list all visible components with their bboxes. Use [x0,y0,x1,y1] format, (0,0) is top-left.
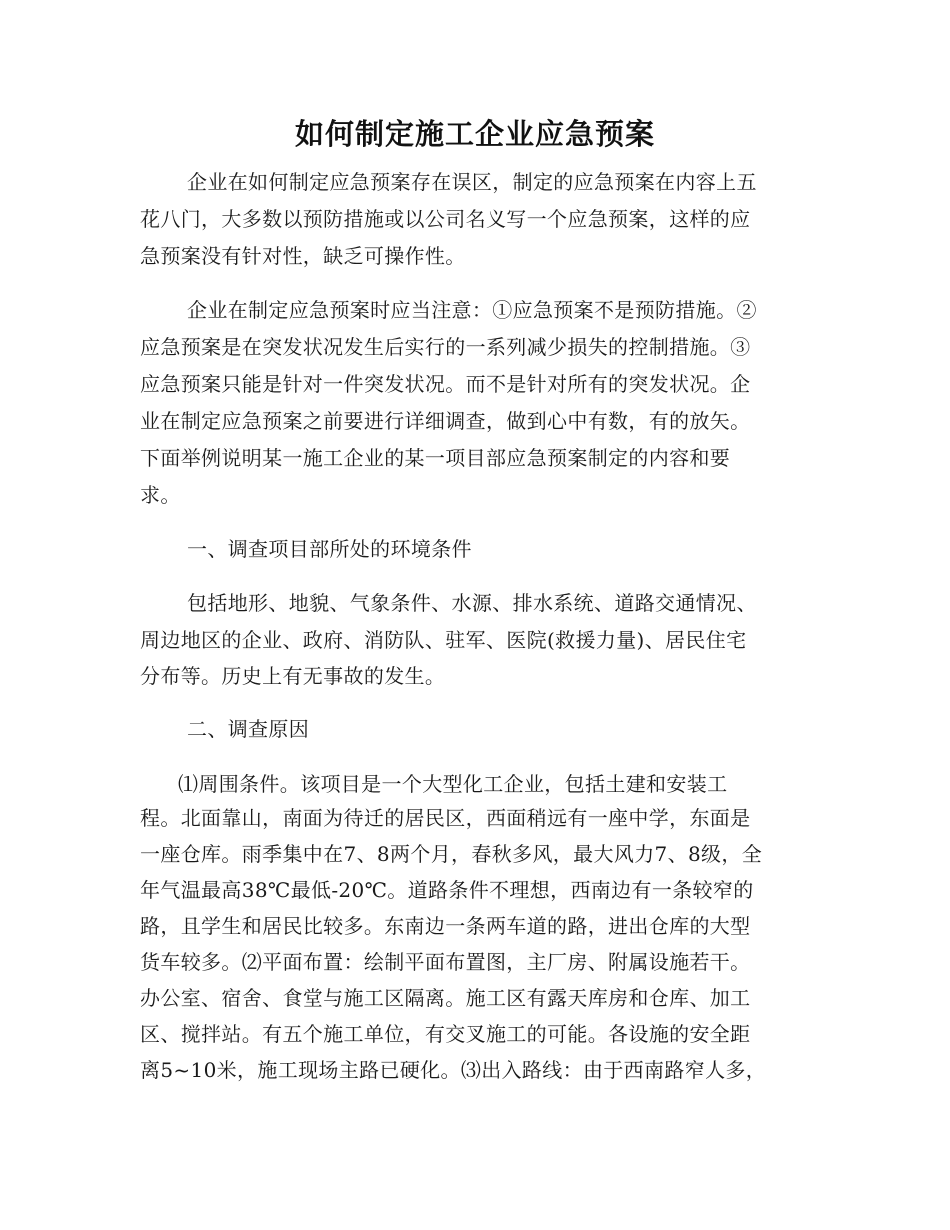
paragraph-line: 周边地区的企业、政府、消防队、驻军、医院(救援力量)、居民住宅 [140,628,747,652]
section-heading: 二、调查原因 [187,717,310,741]
paragraph-line: 办公室、宿舍、食堂与施工区隔离。施工区有露天库房和仓库、加工 [140,986,751,1010]
paragraph-line: 分布等。历史上有无事故的发生。 [140,664,446,688]
paragraph-line: 企业在如何制定应急预案存在误区，制定的应急预案在内容上五 [187,170,757,194]
paragraph-line: 货车较多。⑵平面布置：绘制平面布置图，主厂房、附属设施若干。 [140,950,751,974]
paragraph-line: 离5~10米，施工现场主路已硬化。⑶出入路线：由于西南路窄人多， [140,1058,767,1082]
paragraph-line: 下面举例说明某一施工企业的某一项目部应急预案制定的内容和要 [140,446,731,470]
paragraph-line: 企业在制定应急预案时应当注意：①应急预案不是预防措施。② [187,298,757,322]
paragraph-line: 路，且学生和居民比较多。东南边一条两车道的路，进出仓库的大型 [140,914,751,938]
paragraph-line: 急预案没有针对性，缺乏可操作性。 [140,244,466,268]
paragraph-line: 应急预案只能是针对一件突发状况。而不是针对所有的突发状况。企 [140,372,751,396]
paragraph-line: ⑴周围条件。该项目是一个大型化工企业，包括土建和安装工 [178,772,728,796]
paragraph-line: 程。北面靠山，南面为待迁的居民区，西面稍远有一座中学，东面是 [140,806,751,830]
paragraph-line: 区、搅拌站。有五个施工单位，有交叉施工的可能。各设施的安全距 [140,1022,751,1046]
paragraph-line: 包括地形、地貌、气象条件、水源、排水系统、道路交通情况、 [187,591,757,615]
paragraph-line: 业在制定应急预案之前要进行详细调查，做到心中有数，有的放矢。 [140,409,751,433]
document-title: 如何制定施工企业应急预案 [294,117,655,151]
paragraph-line: 年气温最高38℃最低-20℃。道路条件不理想，西南边有一条较窄的 [140,878,754,902]
paragraph-line: 应急预案是在突发状况发生后实行的一系列减少损失的控制措施。③ [140,335,751,359]
paragraph-line: 花八门，大多数以预防措施或以公司名义写一个应急预案，这样的应 [140,207,751,231]
section-heading: 一、调查项目部所处的环境条件 [187,537,472,561]
paragraph-line: 求。 [140,483,181,507]
paragraph-line: 一座仓库。雨季集中在7、8两个月，春秋多风，最大风力7、8级，全 [140,842,763,866]
